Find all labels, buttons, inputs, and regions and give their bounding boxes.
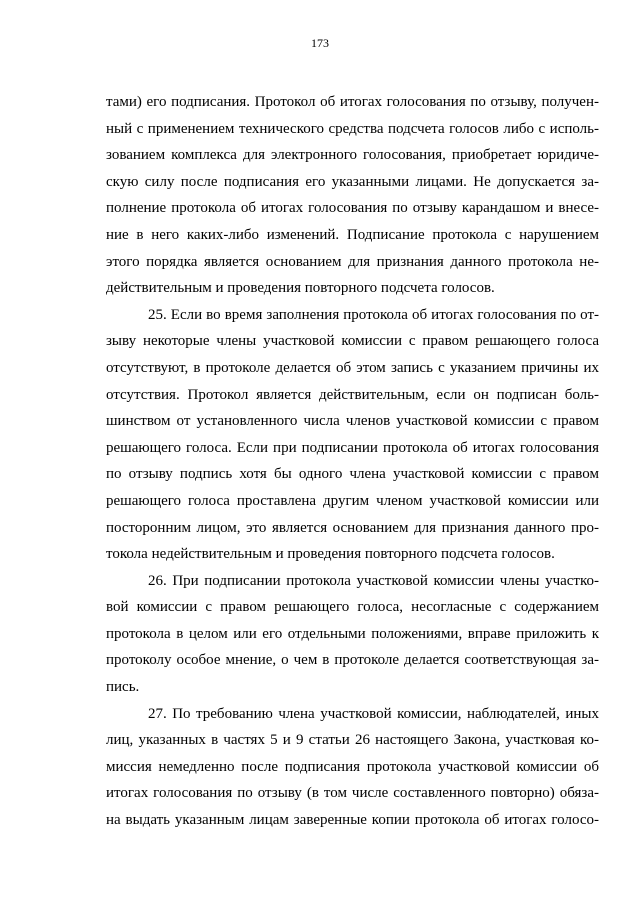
text-line: на выдать указанным лицам заверенные копии протокола об итогах голосо-	[106, 812, 599, 829]
text-line: решающего голоса. Если при подписании протокола об итогах голосования	[106, 439, 599, 456]
text-line: вой комиссии с правом решающего голоса, несогласные с содержанием	[106, 599, 599, 616]
text-line: зыву некоторые члены участковой комиссии с правом решающего голоса	[106, 333, 599, 350]
text-line: 27. По требованию члена участковой комиссии, наблюдателей, иных	[148, 705, 599, 722]
text-line: отсутствия. Протокол является действительным, если он подписан боль-	[106, 386, 599, 403]
text-line: лиц, указанных в частях 5 и 9 статьи 26 настоящего Закона, участковая ко-	[106, 732, 599, 749]
text-line: токола недействительным и проведения повторного подсчета голосов.	[106, 546, 555, 563]
text-line: итогах голосования по отзыву (в том числе составленного повторно) обяза-	[106, 785, 599, 802]
paragraph	[106, 302, 599, 568]
text-line: миссия немедленно после подписания протокола участковой комиссии об	[106, 758, 599, 775]
paragraph	[106, 89, 599, 302]
text-line: решающего голоса проставлена другим членом участковой комиссии или	[106, 492, 599, 509]
paragraph	[106, 701, 599, 834]
text-line: тами) его подписания. Протокол об итогах голосования по отзыву, получен-	[106, 94, 599, 110]
text-line: пись.	[106, 679, 140, 696]
text-line: посторонним лицом, это является основанием для признания данного про-	[106, 519, 599, 536]
text-line: полнение протокола об итогах голосования по отзыву карандашом и внесе-	[106, 200, 599, 217]
text-line: 26. При подписании протокола участковой комиссии члены участко-	[148, 572, 599, 589]
text-line: ние в него каких-либо изменений. Подписание протокола с нарушением	[106, 226, 599, 243]
text-line: действительным и проведения повторного подсчета голосов.	[106, 280, 495, 297]
text-line: протокола в целом или его отдельными положениями, вправе приложить к	[106, 625, 599, 642]
text-line: шинством от установленного числа членов участковой комиссии с правом	[106, 413, 599, 430]
text-line: зованием комплекса для электронного голосования, приобретает юридиче-	[106, 147, 599, 164]
text-line: ный с применением технического средства подсчета голосов либо с исполь-	[106, 120, 599, 137]
document-body	[106, 89, 599, 834]
text-line: протоколу особое мнение, о чем в протоколе делается соответствующая за-	[106, 652, 599, 669]
text-line: скую силу после подписания его указанными лицами. Не допускается за-	[106, 173, 599, 190]
paragraph	[106, 568, 599, 701]
text-line: этого порядка является основанием для признания данного протокола не-	[106, 253, 599, 270]
text-line: 25. Если во время заполнения протокола об итогах голосования по от-	[148, 306, 599, 323]
text-line: отсутствуют, в протоколе делается об этом запись с указанием причины их	[106, 359, 599, 376]
text-line: по отзыву подпись хотя бы одного члена участковой комиссии с правом	[106, 466, 599, 483]
page-number: 173	[311, 36, 329, 50]
